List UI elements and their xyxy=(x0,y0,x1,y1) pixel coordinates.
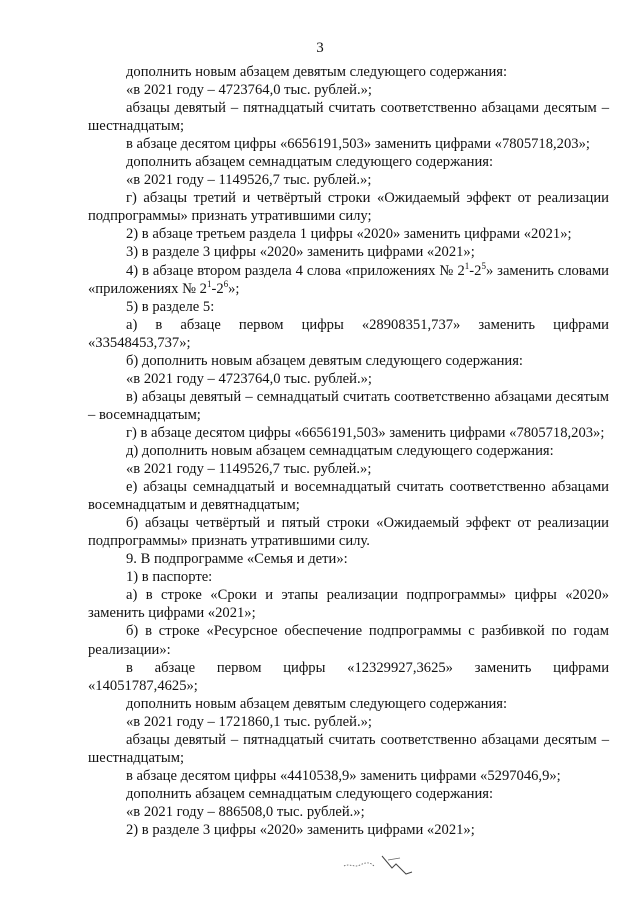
paragraph: 2) в разделе 3 цифры «2020» заменить цифрами «2021»; xyxy=(126,821,475,838)
paragraph: абзацы девятый – пятнадцатый считать соответственно абзацами десятым – шестнадцатым; xyxy=(88,100,609,135)
paragraph: абзацы девятый – пятнадцатый считать соответственно абзацами десятым – шестнадцатым; xyxy=(88,731,609,766)
paragraph: 1) в паспорте: xyxy=(126,569,213,586)
paragraph: б) в строке «Ресурсное обеспечение подпрограммы с разбивкой по годам реализации»: xyxy=(88,623,609,658)
page-number: 3 xyxy=(316,40,324,56)
paragraph: г) в абзаце десятом цифры «6656191,503» заменить цифрами «7805718,203»; xyxy=(126,424,605,441)
paragraph: дополнить новым абзацем девятым следующего содержания: xyxy=(126,695,508,712)
paragraph: 3) в разделе 3 цифры «2020» заменить цифрами «2021»; xyxy=(126,244,475,261)
paragraph: дополнить абзацем семнадцатым следующего содержания: xyxy=(126,154,494,171)
paragraph: дополнить абзацем семнадцатым следующего содержания: xyxy=(126,785,494,802)
paragraph: б) абзацы четвёртый и пятый строки «Ожидаемый эффект от реализации подпрограммы» признать утратившими силу. xyxy=(88,515,609,550)
paragraph: 4) в абзаце втором раздела 4 слова «приложениях № $2^1-2^5$» заменить словами «приложениях № $2^1-2^6$»; xyxy=(88,260,609,297)
document-body xyxy=(88,63,609,839)
paragraph: «в 2021 году – 886508,0 тыс. рублей.»; xyxy=(126,803,365,820)
paragraph: в абзаце десятом цифры «6656191,503» заменить цифрами «7805718,203»; xyxy=(126,136,590,153)
paragraph: «в 2021 году – 4723764,0 тыс. рублей.»; xyxy=(126,82,372,99)
paragraph: б) дополнить новым абзацем девятым следующего содержания: xyxy=(126,352,523,369)
handwritten-mark xyxy=(340,852,420,878)
paragraph: «в 2021 году – 1149526,7 тыс. рублей.»; xyxy=(126,461,372,478)
paragraph: а) в абзаце первом цифры «28908351,737» заменить цифрами «33548453,737»; xyxy=(88,316,609,351)
paragraph: 2) в абзаце третьем раздела 1 цифры «2020» заменить цифрами «2021»; xyxy=(126,226,572,243)
paragraph: в абзаце первом цифры «12329927,3625» заменить цифрами «14051787,4625»; xyxy=(88,659,609,694)
paragraph: «в 2021 году – 1149526,7 тыс. рублей.»; xyxy=(126,172,372,189)
paragraph: «в 2021 году – 1721860,1 тыс. рублей.»; xyxy=(126,713,372,730)
paragraph: д) дополнить новым абзацем семнадцатым следующего содержания: xyxy=(126,442,554,459)
paragraph: «в 2021 году – 4723764,0 тыс. рублей.»; xyxy=(126,370,372,387)
paragraph: а) в строке «Сроки и этапы реализации подпрограммы» цифры «2020» заменить цифрами «2021»; xyxy=(88,587,609,622)
paragraph: в абзаце десятом цифры «4410538,9» заменить цифрами «5297046,9»; xyxy=(126,767,561,784)
paragraph: 5) в разделе 5: xyxy=(126,298,215,315)
paragraph: е) абзацы семнадцатый и восемнадцатый считать соответственно абзацами восемнадцатым и девятнадцатым; xyxy=(88,479,609,514)
paragraph: дополнить новым абзацем девятым следующего содержания: xyxy=(126,64,508,80)
paragraph: 9. В подпрограмме «Семья и дети»: xyxy=(126,551,348,568)
paragraph: в) абзацы девятый – семнадцатый считать соответственно абзацами десятым – восемнадцатым; xyxy=(88,388,609,423)
paragraph: г) абзацы третий и четвёртый строки «Ожидаемый эффект от реализации подпрограммы» признать утратившими силу; xyxy=(88,190,609,225)
